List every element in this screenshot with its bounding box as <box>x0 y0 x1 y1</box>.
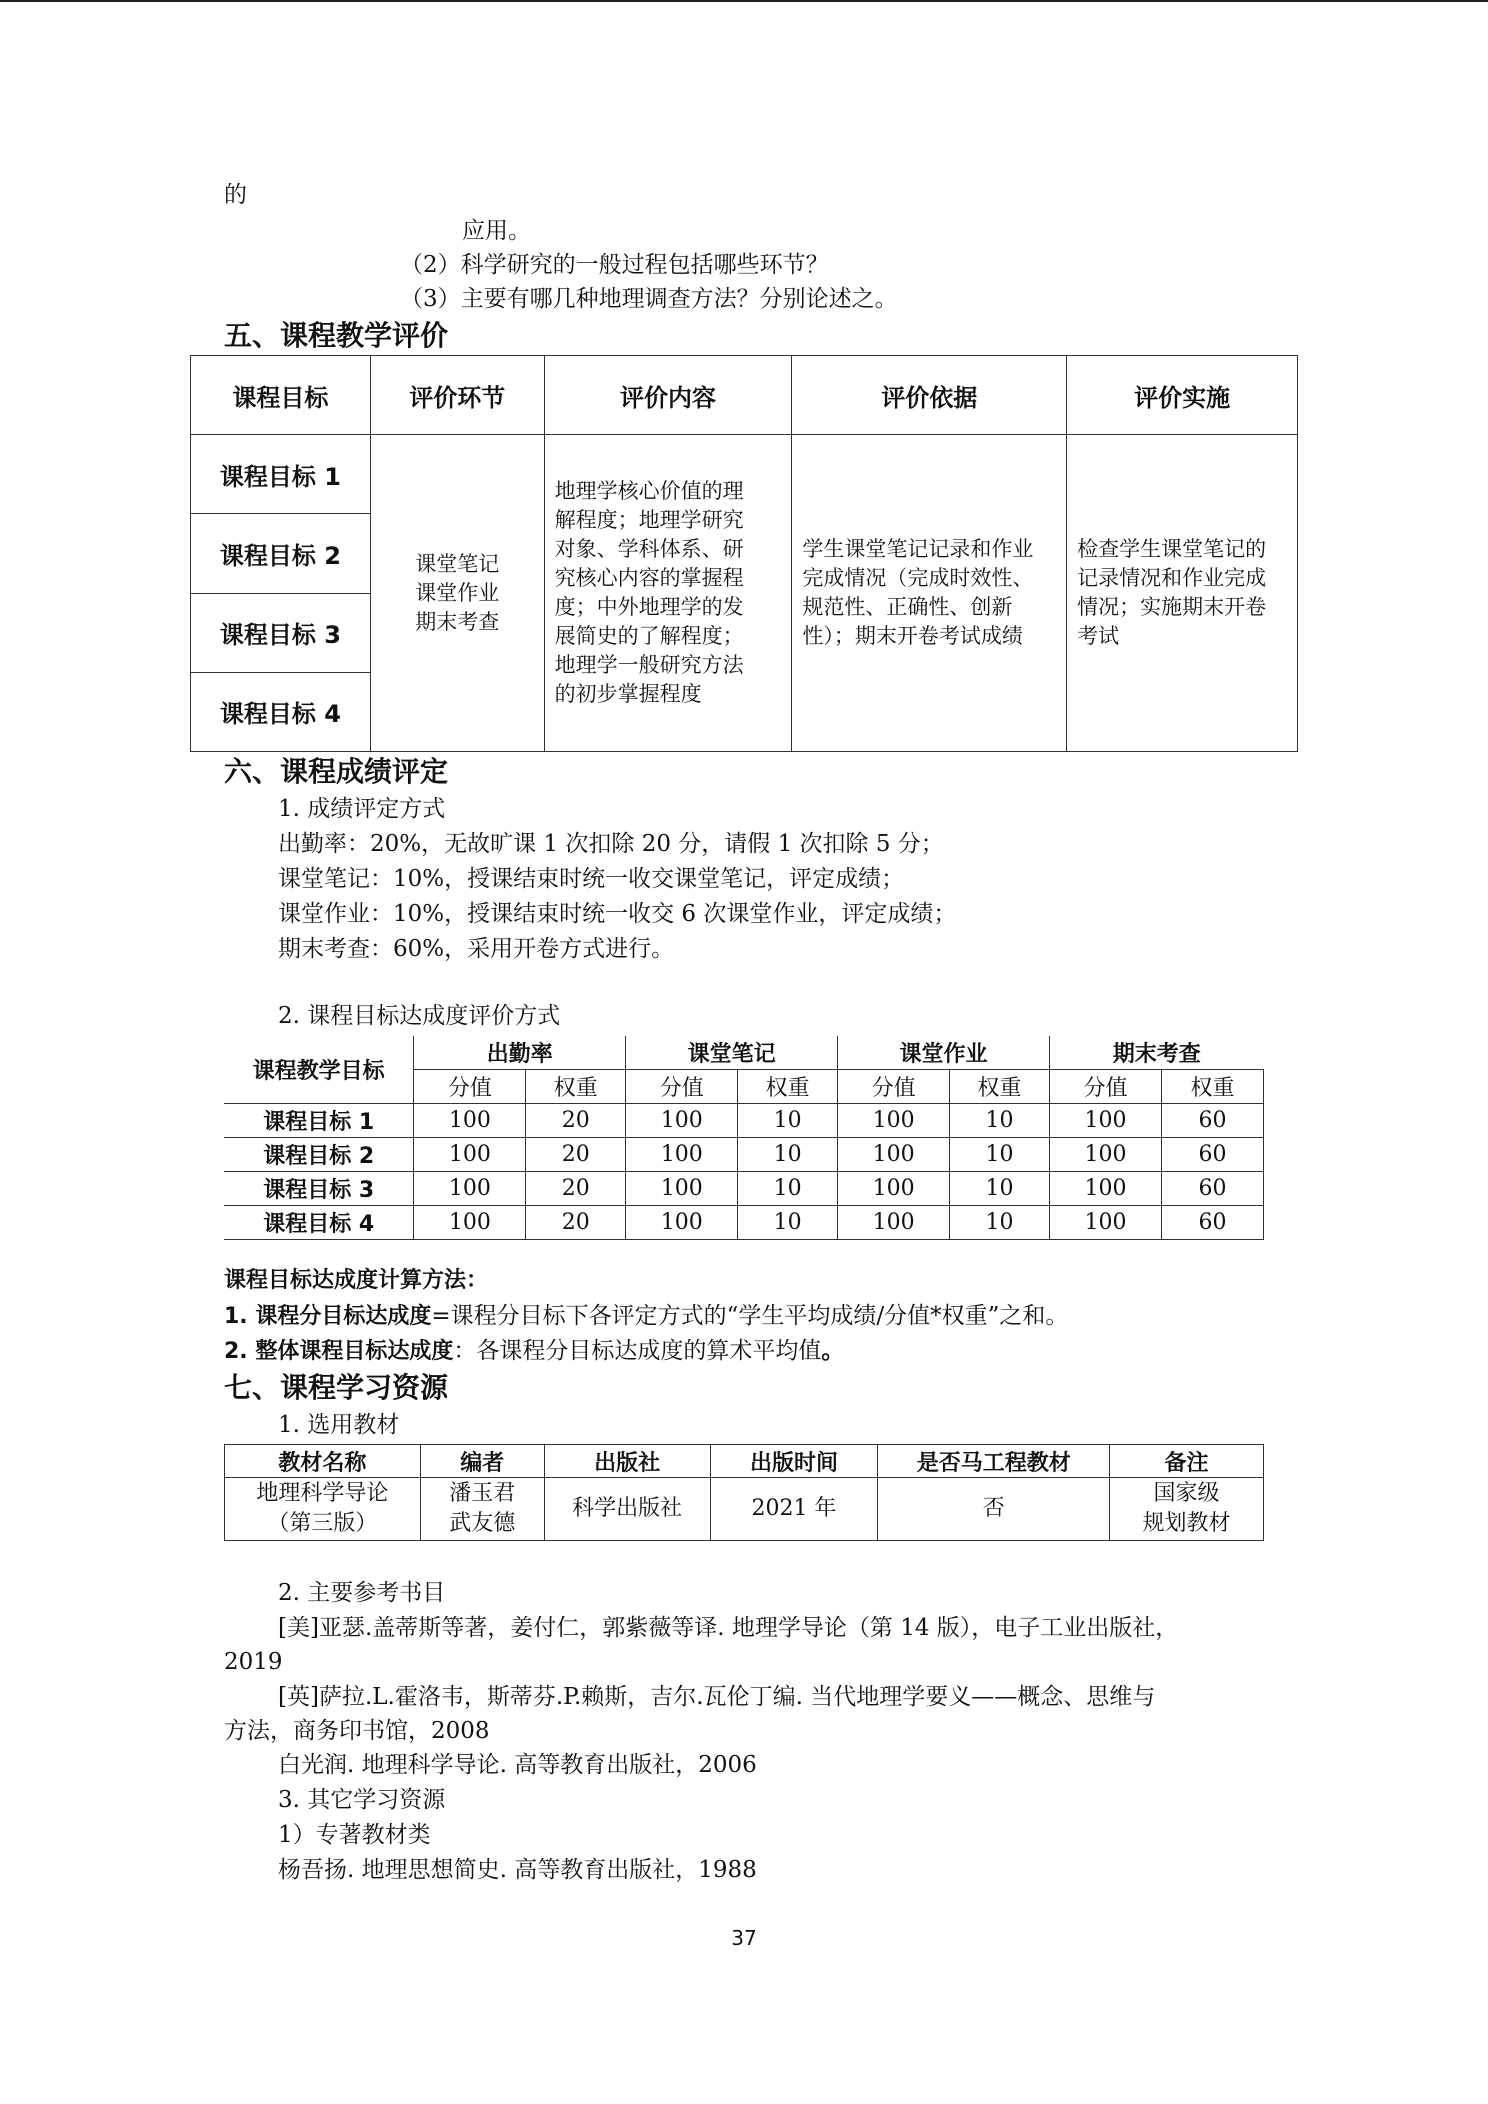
achv-cell: 10 <box>950 1138 1050 1172</box>
calc-1-text: =课程分目标下各评定方式的“学生平均成绩/分值*权重”之和。 <box>431 1303 1069 1329</box>
achv-group-header: 出勤率 <box>414 1036 626 1070</box>
achv-cell: 60 <box>1161 1206 1263 1240</box>
eval-basis-line: 性）；期末开卷考试成绩 <box>802 624 1023 649</box>
achv-corner-header: 课程教学目标 <box>224 1036 414 1104</box>
achv-sub-header: 权重 <box>526 1070 626 1104</box>
top-border <box>0 0 1488 2</box>
achv-cell: 10 <box>950 1172 1050 1206</box>
textbook-publisher: 科学出版社 <box>544 1478 710 1541</box>
textbook-note <box>1110 1478 1264 1541</box>
eval-content-line: 地理学一般研究方法 <box>554 653 744 678</box>
achv-cell: 100 <box>414 1206 526 1240</box>
achv-group-header: 课堂笔记 <box>626 1036 838 1070</box>
achv-group-header: 课堂作业 <box>838 1036 1050 1070</box>
reference-4: 杨吾扬. 地理思想简史. 高等教育出版社，1988 <box>278 1857 757 1883</box>
eval-impl-line: 检查学生课堂笔记的 <box>1077 537 1267 562</box>
textbook-subtitle: 1. 选用教材 <box>278 1412 400 1438</box>
other-resources-subtitle: 3. 其它学习资源 <box>278 1787 446 1813</box>
textbook-name <box>225 1478 421 1541</box>
achv-cell: 100 <box>414 1172 526 1206</box>
eval-content-line: 展简史的了解程度； <box>554 624 744 649</box>
grading-item: 课堂笔记：10%，授课结束时统一收交课堂笔记，评定成绩； <box>278 866 905 892</box>
achv-cell: 10 <box>950 1104 1050 1138</box>
achv-cell: 100 <box>838 1104 950 1138</box>
achv-sub-header: 分值 <box>626 1070 738 1104</box>
calc-title: 课程目标达成度计算方法： <box>224 1268 489 1293</box>
eval-impl-line: 记录情况和作业完成 <box>1077 566 1267 591</box>
achv-cell: 20 <box>526 1138 626 1172</box>
textbook-note-line: 国家级 <box>1153 1481 1220 1506</box>
achv-cell: 20 <box>526 1104 626 1138</box>
achv-cell: 100 <box>838 1138 950 1172</box>
table-row <box>224 1104 1264 1138</box>
intro-line-3: （3）主要有哪几种地理调查方法？分别论述之。 <box>400 286 898 312</box>
eval-content-line: 度；中外地理学的发 <box>554 595 744 620</box>
textbook-header: 出版社 <box>544 1445 710 1478</box>
eval-header: 评价内容 <box>544 356 792 435</box>
calc-2-text: ：各课程分目标达成度的算术平均值 <box>453 1338 822 1364</box>
textbook-note-line: 规划教材 <box>1142 1511 1231 1536</box>
reference-1-line-2: 2019 <box>224 1649 283 1675</box>
achv-sub-header: 分值 <box>414 1070 526 1104</box>
eval-content-line: 地理学核心价值的理 <box>554 479 744 504</box>
achv-cell: 10 <box>738 1104 838 1138</box>
achv-cell: 100 <box>838 1172 950 1206</box>
textbook-header: 教材名称 <box>225 1445 421 1478</box>
eval-header: 课程目标 <box>191 356 371 435</box>
calc-2-end: 。 <box>821 1337 845 1364</box>
achv-cell: 60 <box>1161 1172 1263 1206</box>
eval-links-cell <box>370 435 544 752</box>
textbook-editor: 潘玉君 <box>449 1481 516 1506</box>
textbook-header: 出版时间 <box>710 1445 878 1478</box>
eval-header: 评价实施 <box>1067 356 1298 435</box>
reference-1-line-1: [美]亚瑟.盖蒂斯等著，姜付仁，郭紫薇等译. 地理学导论（第 14 版），电子工业出版社， <box>278 1615 1179 1641</box>
achv-cell: 100 <box>414 1104 526 1138</box>
textbook-editor: 武友德 <box>449 1511 516 1536</box>
evaluation-table <box>190 355 1298 752</box>
table-row <box>225 1478 1264 1541</box>
eval-link: 课堂作业 <box>415 580 500 605</box>
achv-sub-header: 权重 <box>950 1070 1050 1104</box>
table-row <box>224 1206 1264 1240</box>
page-number: 37 <box>731 1926 757 1950</box>
references-subtitle: 2. 主要参考书目 <box>278 1580 446 1606</box>
achv-cell: 10 <box>950 1206 1050 1240</box>
table-row <box>224 1172 1264 1206</box>
eval-content-line: 解程度；地理学研究 <box>554 508 744 533</box>
calc-line-2 <box>224 1336 844 1367</box>
section5-title: 五、课程教学评价 <box>224 319 449 352</box>
monograph-subtitle: 1）专著教材类 <box>278 1822 431 1848</box>
eval-content-cell <box>544 435 792 752</box>
reference-2-line-1: [英]萨拉.L.霍洛韦，斯蒂芬.P.赖斯，吉尔.瓦伦丁编. 当代地理学要义——概念、思维与 <box>278 1684 1156 1710</box>
achv-cell: 10 <box>738 1172 838 1206</box>
achv-cell: 100 <box>626 1104 738 1138</box>
textbook-year: 2021 年 <box>710 1478 878 1541</box>
eval-impl-line: 情况；实施期末开卷 <box>1077 595 1267 620</box>
reference-2-line-2: 方法，商务印书馆，2008 <box>224 1718 490 1744</box>
eval-goal: 课程目标 3 <box>191 593 371 672</box>
achv-cell: 100 <box>626 1172 738 1206</box>
achv-sub-header: 权重 <box>1161 1070 1263 1104</box>
achv-cell: 100 <box>1050 1172 1162 1206</box>
eval-link: 期末考查 <box>415 609 500 634</box>
eval-link: 课堂笔记 <box>415 551 500 576</box>
grading-item: 期末考查：60%，采用开卷方式进行。 <box>278 936 675 962</box>
achv-cell: 10 <box>738 1206 838 1240</box>
calc-line-1 <box>224 1301 1068 1332</box>
textbook-name-line: 地理科学导论 <box>256 1481 389 1506</box>
intro-line-2: （2）科学研究的一般过程包括哪些环节？ <box>400 252 829 278</box>
eval-goal: 课程目标 4 <box>191 672 371 751</box>
eval-header: 评价依据 <box>792 356 1067 435</box>
achv-sub-header: 分值 <box>838 1070 950 1104</box>
achv-cell: 100 <box>626 1206 738 1240</box>
achv-cell: 100 <box>838 1206 950 1240</box>
achv-cell: 20 <box>526 1172 626 1206</box>
achv-cell: 100 <box>414 1138 526 1172</box>
eval-goal: 课程目标 2 <box>191 514 371 593</box>
textbook-editors <box>420 1478 544 1541</box>
achv-goal: 课程目标 2 <box>224 1138 414 1172</box>
achv-cell: 60 <box>1161 1138 1263 1172</box>
achv-sub-header: 权重 <box>738 1070 838 1104</box>
achv-cell: 10 <box>738 1138 838 1172</box>
eval-header: 评价环节 <box>370 356 544 435</box>
textbook-header: 编者 <box>420 1445 544 1478</box>
eval-goal: 课程目标 1 <box>191 435 371 514</box>
achv-cell: 60 <box>1161 1104 1263 1138</box>
achv-cell: 100 <box>1050 1138 1162 1172</box>
textbook-mark: 否 <box>878 1478 1110 1541</box>
section6-title: 六、课程成绩评定 <box>224 755 449 788</box>
achievement-table <box>224 1036 1264 1240</box>
grading-item: 出勤率：20%，无故旷课 1 次扣除 20 分，请假 1 次扣除 5 分； <box>278 831 944 857</box>
eval-impl-cell <box>1067 435 1298 752</box>
achv-sub-header: 分值 <box>1050 1070 1162 1104</box>
eval-basis-line: 学生课堂笔记记录和作业 <box>802 537 1034 562</box>
eval-impl-line: 考试 <box>1077 624 1120 649</box>
eval-basis-line: 规范性、正确性、创新 <box>802 595 1013 620</box>
table-row <box>224 1138 1264 1172</box>
eval-content-line: 对象、学科体系、研 <box>554 537 744 562</box>
textbook-header: 备注 <box>1110 1445 1264 1478</box>
textbook-name-line: （第三版） <box>267 1511 378 1536</box>
calc-1-label: 1. 课程分目标达成度 <box>224 1304 432 1329</box>
achv-goal: 课程目标 1 <box>224 1104 414 1138</box>
eval-basis-cell <box>792 435 1067 752</box>
achv-cell: 100 <box>1050 1104 1162 1138</box>
section7-title: 七、课程学习资源 <box>224 1371 449 1404</box>
textbook-table <box>224 1444 1264 1541</box>
achv-goal: 课程目标 4 <box>224 1206 414 1240</box>
intro-line-0: 的 <box>224 182 247 208</box>
achv-cell: 20 <box>526 1206 626 1240</box>
textbook-header: 是否马工程教材 <box>878 1445 1110 1478</box>
grading-subtitle-2: 2. 课程目标达成度评价方式 <box>278 1003 561 1029</box>
grading-subtitle-1: 1. 成绩评定方式 <box>278 796 446 822</box>
calc-2-label: 2. 整体课程目标达成度 <box>224 1339 454 1364</box>
intro-line-1: 应用。 <box>462 218 531 244</box>
achv-goal: 课程目标 3 <box>224 1172 414 1206</box>
eval-basis-line: 完成情况（完成时效性、 <box>802 566 1034 591</box>
reference-3: 白光润. 地理科学导论. 高等教育出版社，2006 <box>278 1752 757 1778</box>
achv-cell: 100 <box>1050 1206 1162 1240</box>
achv-cell: 100 <box>626 1138 738 1172</box>
grading-item: 课堂作业：10%，授课结束时统一收交 6 次课堂作业，评定成绩； <box>278 901 957 927</box>
eval-content-line: 究核心内容的掌握程 <box>554 566 744 591</box>
achv-group-header: 期末考查 <box>1050 1036 1264 1070</box>
eval-content-line: 的初步掌握程度 <box>554 682 702 707</box>
